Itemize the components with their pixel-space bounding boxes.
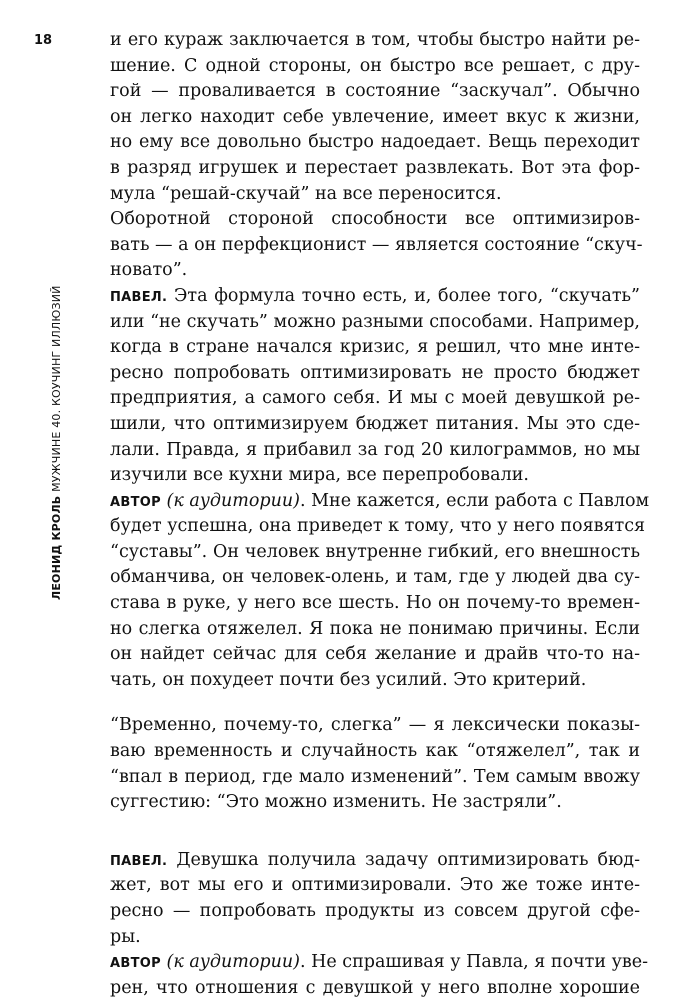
dialogue-pavel-2 — [110, 848, 640, 950]
utterance-start: Девушка получила задачу оптимизировать бюд- — [176, 849, 640, 870]
text-line: будет успешна, она приведет к тому, что у него появятся — [110, 516, 646, 537]
text-line: когда в стране начался кризис, я решил, что мне инте- — [110, 337, 640, 358]
utterance-start: . Не спрашивая у Павла, я почти уве- — [300, 952, 649, 973]
page-number: 18 — [34, 33, 53, 48]
speaker-pavel: ПАВЕЛ. — [110, 289, 168, 305]
text-line: но слегка отяжелел. Я пока не понимаю причины. Если — [110, 618, 640, 639]
text-line: ресно попробовать оптимизировать не просто бюджет — [110, 362, 640, 383]
text-line: обманчива, он человек-олень, и там, где у людей два су- — [110, 567, 640, 588]
text-line: изучили все кухни мира, все перепробовали. — [110, 465, 529, 486]
text-line: ры. — [110, 926, 141, 947]
paragraph-1 — [110, 28, 640, 207]
paragraph-2 — [110, 207, 643, 284]
commentary — [110, 713, 640, 815]
text-line: он найдет сейчас для себя желание и драйв что-то на- — [110, 644, 640, 665]
dialogue-pavel-1 — [110, 284, 640, 489]
speaker-author: АВТОР — [110, 494, 161, 510]
body-text — [110, 28, 650, 1001]
stage-remark: (к аудитории) — [166, 952, 300, 973]
utterance-start: Эта формула точно есть, и, более того, “скучать” — [174, 285, 640, 306]
text-line: или “не скучать” можно разными способами. Например, — [110, 311, 640, 332]
text-line: но ему все довольно быстро надоедает. Вещь переходит — [110, 132, 640, 153]
text-line: “Временно, почему-то, слегка” — я лексически показы- — [110, 715, 640, 736]
text-line: “суставы”. Он человек внутренне гибкий, его внешность — [110, 541, 640, 562]
running-head — [50, 285, 63, 600]
text-line: чать, он похудеет почти без усилий. Это критерий. — [110, 669, 587, 690]
speaker-pavel: ПАВЕЛ. — [110, 853, 168, 869]
text-line — [110, 950, 649, 976]
speaker-author: АВТОР — [110, 956, 161, 972]
stage-remark: (к аудитории) — [166, 490, 300, 511]
text-line: в разряд игрушек и перестает развлекать. Вот эта фор- — [110, 157, 640, 178]
text-line: ваю временность и случайность как “отяжелел”, так и — [110, 741, 640, 762]
running-head-title: МУЖЧИНЕ 40. КОУЧИНГ ИЛЛЮЗИЙ — [50, 285, 63, 492]
text-line: шили, что оптимизируем бюджет питания. Мы это сде- — [110, 413, 640, 434]
text-line: и его кураж заключается в том, чтобы быстро найти ре- — [110, 30, 640, 50]
text-line: предприятия, а самого себя. И мы с моей девушкой ре- — [110, 388, 640, 409]
text-line: он легко находит себе увлечение, имеет вкус к жизни, — [110, 106, 640, 127]
utterance-start: . Мне кажется, если работа с Павлом — [300, 490, 650, 511]
text-line: шение. С одной стороны, он быстро все решает, с дру- — [110, 55, 640, 76]
text-line: “впал в период, где мало изменений”. Тем самым ввожу — [110, 766, 640, 787]
text-line: жет, вот мы его и оптимизировали. Это же тоже инте- — [110, 875, 640, 896]
text-line: става в руке, у него все шесть. Но он почему-то времен- — [110, 593, 640, 614]
dialogue-author-1 — [110, 489, 650, 694]
text-line: лали. Правда, я прибавил за год 20 килограммов, но мы — [110, 439, 640, 460]
text-line: суггестию: “Это можно изменить. Не застряли”. — [110, 792, 562, 813]
text-line: мула “решай-скучай” на все переносится. — [110, 183, 502, 204]
text-line — [110, 284, 640, 310]
text-line: вать — а он перфекционист — является состояние “скуч- — [110, 234, 643, 255]
text-line: гой — проваливается в состояние “заскучал”. Обычно — [110, 81, 640, 102]
text-line: ресно — попробовать продукты из совсем другой сфе- — [110, 901, 640, 921]
text-line: Оборотной стороной способности все оптимизиров- — [110, 209, 640, 230]
text-line — [110, 848, 640, 874]
running-head-author: ЛЕОНИД КРОЛЬ — [50, 495, 63, 600]
dialogue-author-2 — [110, 950, 649, 1001]
text-line: новато”. — [110, 260, 188, 281]
text-line — [110, 489, 650, 515]
text-line: рен, что отношения с девушкой у него вполне хорошие — [110, 977, 640, 998]
